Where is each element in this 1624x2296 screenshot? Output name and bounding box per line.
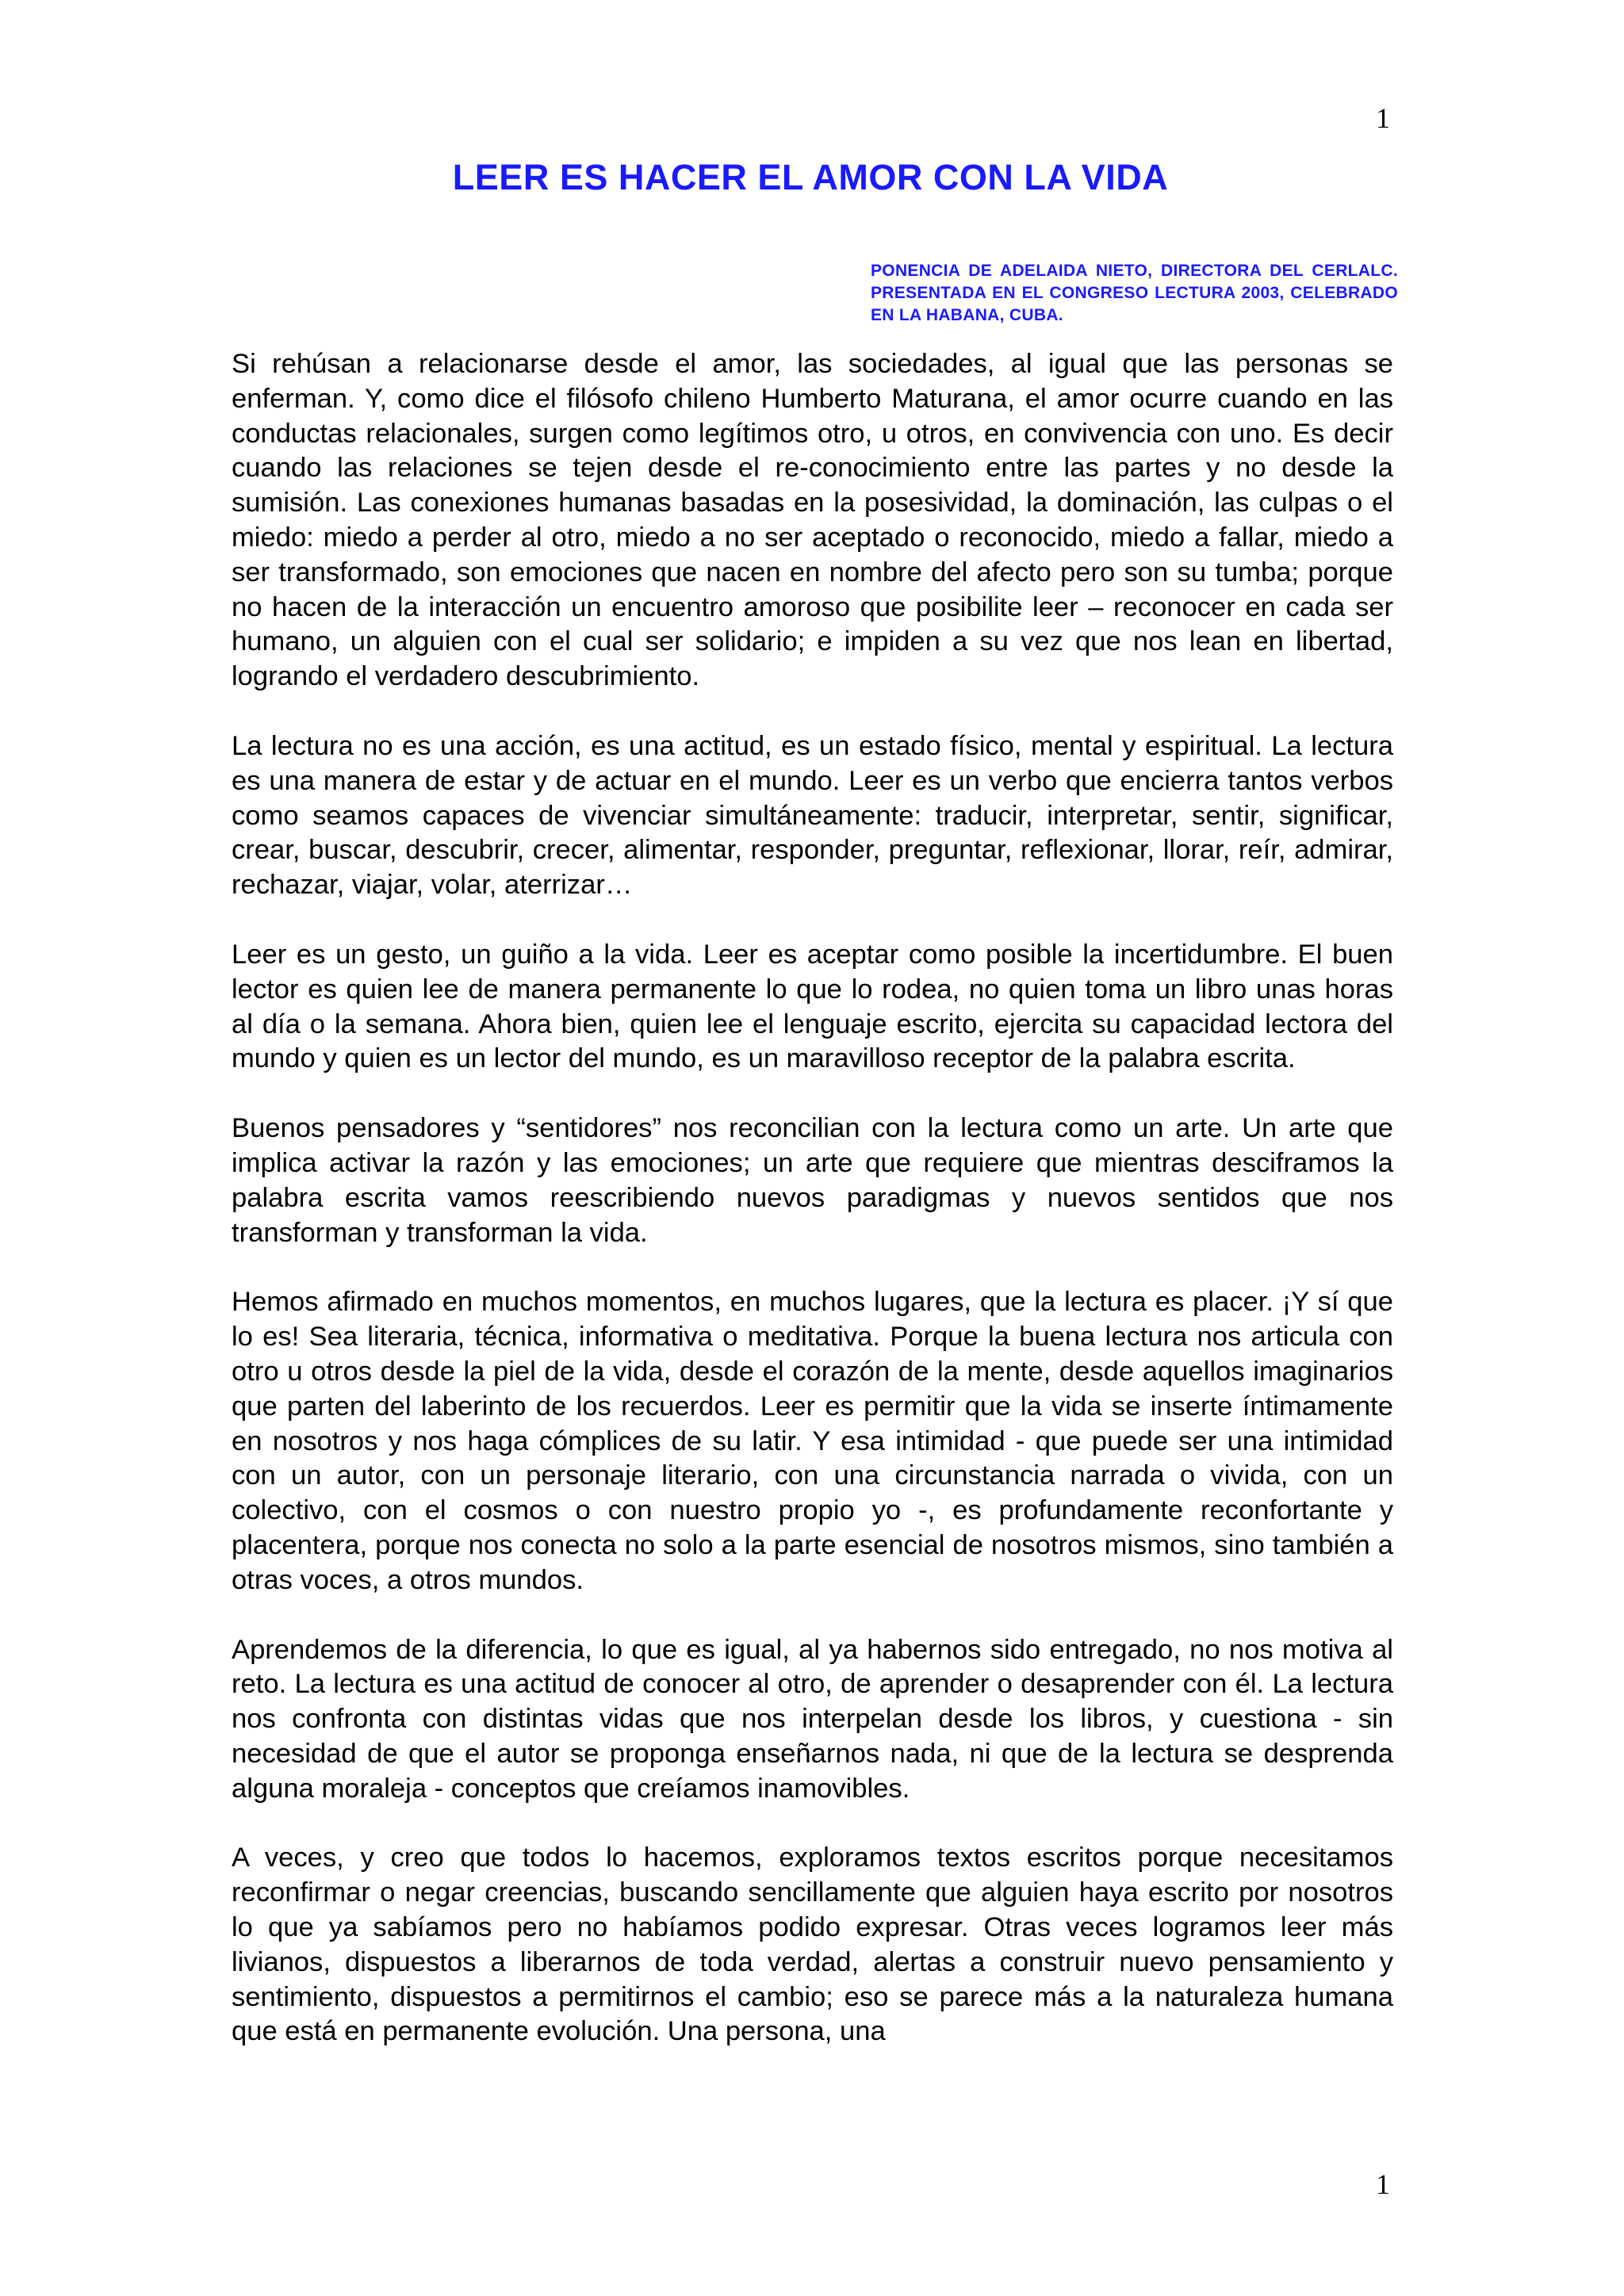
paragraph: Buenos pensadores y “sentidores” nos reconcilian con la lectura como un arte. Un arte que implica activar la razón y las emociones; un arte que requiere que mientras desciframos la palabra escrita vamos reescribiendo nuevos paradigmas y nuevos sentidos que nos transforman y transforman la vida. [232,1113,1393,1248]
paragraph: Si rehúsan a relacionarse desde el amor, las sociedades, al igual que las personas se enferman. Y, como dice el filósofo chileno Humberto Maturana, el amor ocurre cuando en las conductas relacionales, surgen como legítimos otro, u otros, en convivencia con uno. Es decir cuando las relaciones se tejen desde el re-conocimiento entre las partes y no desde la sumisión. Las conexiones humanas basadas en la posesividad, la dominación, las culpas o el miedo: miedo a perder al otro, miedo a no ser aceptado o reconocido, miedo a fallar, miedo a ser transformado, son emociones que nacen en nombre del afecto pero son su tumba; porque no hacen de la interacción un encuentro amoroso que posibilite leer – reconocer en cada ser humano, un alguien con el cual ser solidario; e impiden a su vez que nos lean en libertad, logrando el verdadero descubrimiento. [232,349,1393,692]
document-subtitle: PONENCIA DE ADELAIDA NIETO, DIRECTORA DEL CERLALC. PRESENTADA EN EL CONGRESO LECTURA 2003, CELEBRADO EN LA HABANA, CUBA. [871,262,1398,324]
paragraph: A veces, y creo que todos lo hacemos, exploramos textos escritos porque necesitamos reconfirmar o negar creencias, buscando sencillamente que alguien haya escrito por nosotros lo que ya sabíamos pero no habíamos podido expresar. Otras veces logramos leer más livianos, dispuestos a liberarnos de toda verdad, alertas a construir nuevo pensamiento y sentimiento, dispuestos a permitirnos el cambio; eso se parece más a la naturaleza humana que está en permanente evolución. Una persona, una [232,1843,1393,2047]
paragraph: Hemos afirmado en muchos momentos, en muchos lugares, que la lectura es placer. ¡Y sí que lo es! Sea literaria, técnica, informativa o meditativa. Porque la buena lectura nos articula con otro u otros desde la piel de la vida, desde el corazón de la mente, desde aquellos imaginarios que parten del laberinto de los recuerdos. Leer es permitir que la vida se inserte íntimamente en nosotros y nos haga cómplices de su latir. Y esa intimidad - que puede ser una intimidad con un autor, con un personaje literario, con una circunstancia narrada o vivida, con un colectivo, con el cosmos o con nuestro propio yo -, es profundamente reconfortante y placentera, porque nos conecta no solo a la parte esencial de nosotros mismos, sino también a otras voces, a otros mundos. [232,1287,1393,1595]
document-title: LEER ES HACER EL AMOR CON LA VIDA [452,157,1169,197]
page-number-bottom: 1 [1376,2168,1390,2200]
paragraph: La lectura no es una acción, es una actitud, es un estado físico, mental y espiritual. La lectura es una manera de estar y de actuar en el mundo. Leer es un verbo que encierra tantos verbos como seamos capaces de vivenciar simultáneamente: traducir, interpretar, sentir, significar, crear, buscar, descubrir, crecer, alimentar, responder, preguntar, reflexionar, llorar, reír, admirar, rechazar, viajar, volar, aterrizar… [232,730,1393,901]
document-body [232,347,1393,2084]
page-number-top: 1 [1376,102,1390,134]
paragraph: Leer es un gesto, un guiño a la vida. Leer es aceptar como posible la incertidumbre. El buen lector es quien lee de manera permanente lo que lo rodea, no quien toma un libro unas horas al día o la semana. Ahora bien, quien lee el lenguaje escrito, ejercita su capacidad lectora del mundo y quien es un lector del mundo, es un maravilloso receptor de la palabra escrita. [232,939,1393,1074]
paragraph: Aprendemos de la diferencia, lo que es igual, al ya habernos sido entregado, no nos motiva al reto. La lectura es una actitud de conocer al otro, de aprender o desaprender con él. La lectura nos confronta con distintas vidas que nos interpelan desde los libros, y cuestiona - sin necesidad de que el autor se proponga enseñarnos nada, ni que de la lectura se desprenda alguna moraleja - conceptos que creíamos inamovibles. [232,1634,1393,1804]
